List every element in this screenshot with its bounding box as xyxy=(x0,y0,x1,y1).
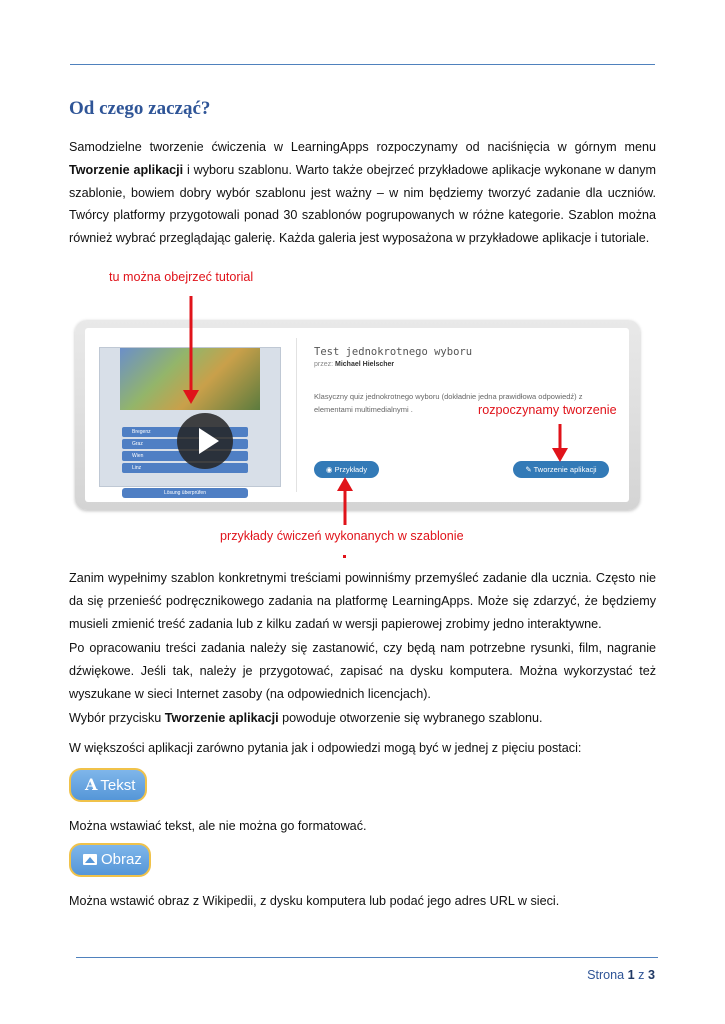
panel-divider xyxy=(296,338,297,492)
page-label: Strona xyxy=(587,968,628,982)
footer-rule xyxy=(76,957,658,958)
current-page: 1 xyxy=(627,968,635,982)
thumb-answer-row: Wien xyxy=(122,451,248,461)
intro-paragraph xyxy=(69,136,656,250)
letter-a-icon: A xyxy=(85,775,98,794)
app-author xyxy=(314,361,394,368)
page-of: z xyxy=(634,968,648,982)
obraz-button-image xyxy=(69,843,151,877)
intro-text-a: Samodzielne tworzenie ćwiczenia w LearningApps rozpoczynamy od naciśnięcia w górnym menu xyxy=(69,140,656,154)
author-name: Michael Hielscher xyxy=(335,361,395,368)
examples-button-label: Przykłady xyxy=(334,465,368,474)
template-thumbnail xyxy=(99,347,281,496)
picture-icon xyxy=(83,854,97,865)
obraz-label: Obraz xyxy=(101,851,142,868)
app-title: Test jednokrotnego wyboru xyxy=(314,346,473,358)
thumbnail-photo xyxy=(120,348,260,410)
app-description: Klasyczny quiz jednokrotnego wyboru (dokładnie jedna prawidłowa odpowiedź) z elementami multimedialnymi . xyxy=(314,392,583,414)
total-pages: 3 xyxy=(647,968,655,982)
thumb-answer-row: Linz xyxy=(122,463,248,473)
annotation-tutorial: tu można obejrzeć tutorial xyxy=(109,270,254,284)
header-rule xyxy=(70,64,655,65)
paragraph-prepare: Zanim wypełnimy szablon konkretnymi treściami powinniśmy przemyśleć zadanie dla ucznia. Często nie da się przenieść podręcznikowego zadania na platformę LearningApps. Może się zdarzyć, że będziemy musieli zmienić treść zadania lub z kilku zadań w wersji papierowej zrobimy jedno interaktywne. xyxy=(69,571,656,631)
section-heading: Od czego zacząć? xyxy=(69,98,211,119)
p4-text-a: Wybór przycisku xyxy=(69,711,165,725)
red-dot xyxy=(343,555,346,558)
paragraph-image-info: Można wstawić obraz z Wikipedii, z dysku komputera lub podać jego adres URL w sieci. xyxy=(69,894,560,908)
create-app-button-label: Tworzenie aplikacji xyxy=(533,465,597,474)
page-number xyxy=(587,968,655,982)
thumb-answer-row: Bregenz xyxy=(122,427,248,437)
examples-button[interactable] xyxy=(314,461,379,478)
create-app-button[interactable] xyxy=(513,461,609,478)
thumb-check-button: Lösung überprüfen xyxy=(122,488,248,498)
annotation-examples: przykłady ćwiczeń wykonanych w szablonie xyxy=(220,529,464,543)
p4-text-b: powoduje otworzenie się wybranego szablonu. xyxy=(278,711,543,725)
pencil-icon: ✎ xyxy=(525,465,534,474)
paragraph-create-button xyxy=(69,707,656,730)
paragraph-text-info: Można wstawiać tekst, ale nie można go formatować. xyxy=(69,819,367,833)
author-label: przez: xyxy=(314,361,334,368)
paragraph-forms: W większości aplikacji zarówno pytania jak i odpowiedzi mogą być w jednej z pięciu postaci: xyxy=(69,741,582,755)
thumb-answer-row: Graz xyxy=(122,439,248,449)
tekst-label: Tekst xyxy=(100,777,136,794)
tekst-button-image xyxy=(69,768,147,802)
paragraph-resources: Po opracowaniu treści zadania należy się zastanowić, czy będą nam potrzebne rysunki, film, nagranie dźwiękowe. Jeśli tak, należy je przygotować, zapisać na dysku komputera. Można wykorzystać też wyszukane w sieci Internet zasoby (na odpowiednich licencjach). xyxy=(69,641,656,701)
intro-bold-create-app: Tworzenie aplikacji xyxy=(69,162,184,177)
play-icon[interactable] xyxy=(177,413,233,469)
intro-text-b: i wyboru szablonu. Warto także obejrzeć przykładowe aplikacje wykonane w danym szablonie, bowiem dobry wybór szablonu jest ważny – w nim będziemy tworzyć zadanie dla uczniów. Twórcy platformy przygotowali ponad 30 szablonów pogrupowanych w różne kategorie. Szablon można również wybrać przeglądając galerię. Każda galeria jest wyposażona w przykładowe aplikacje i tutoriale. xyxy=(69,162,656,246)
annotation-create: rozpoczynamy tworzenie xyxy=(478,403,617,417)
p4-bold: Tworzenie aplikacji xyxy=(164,711,279,725)
eye-icon: ◉ xyxy=(325,465,335,474)
